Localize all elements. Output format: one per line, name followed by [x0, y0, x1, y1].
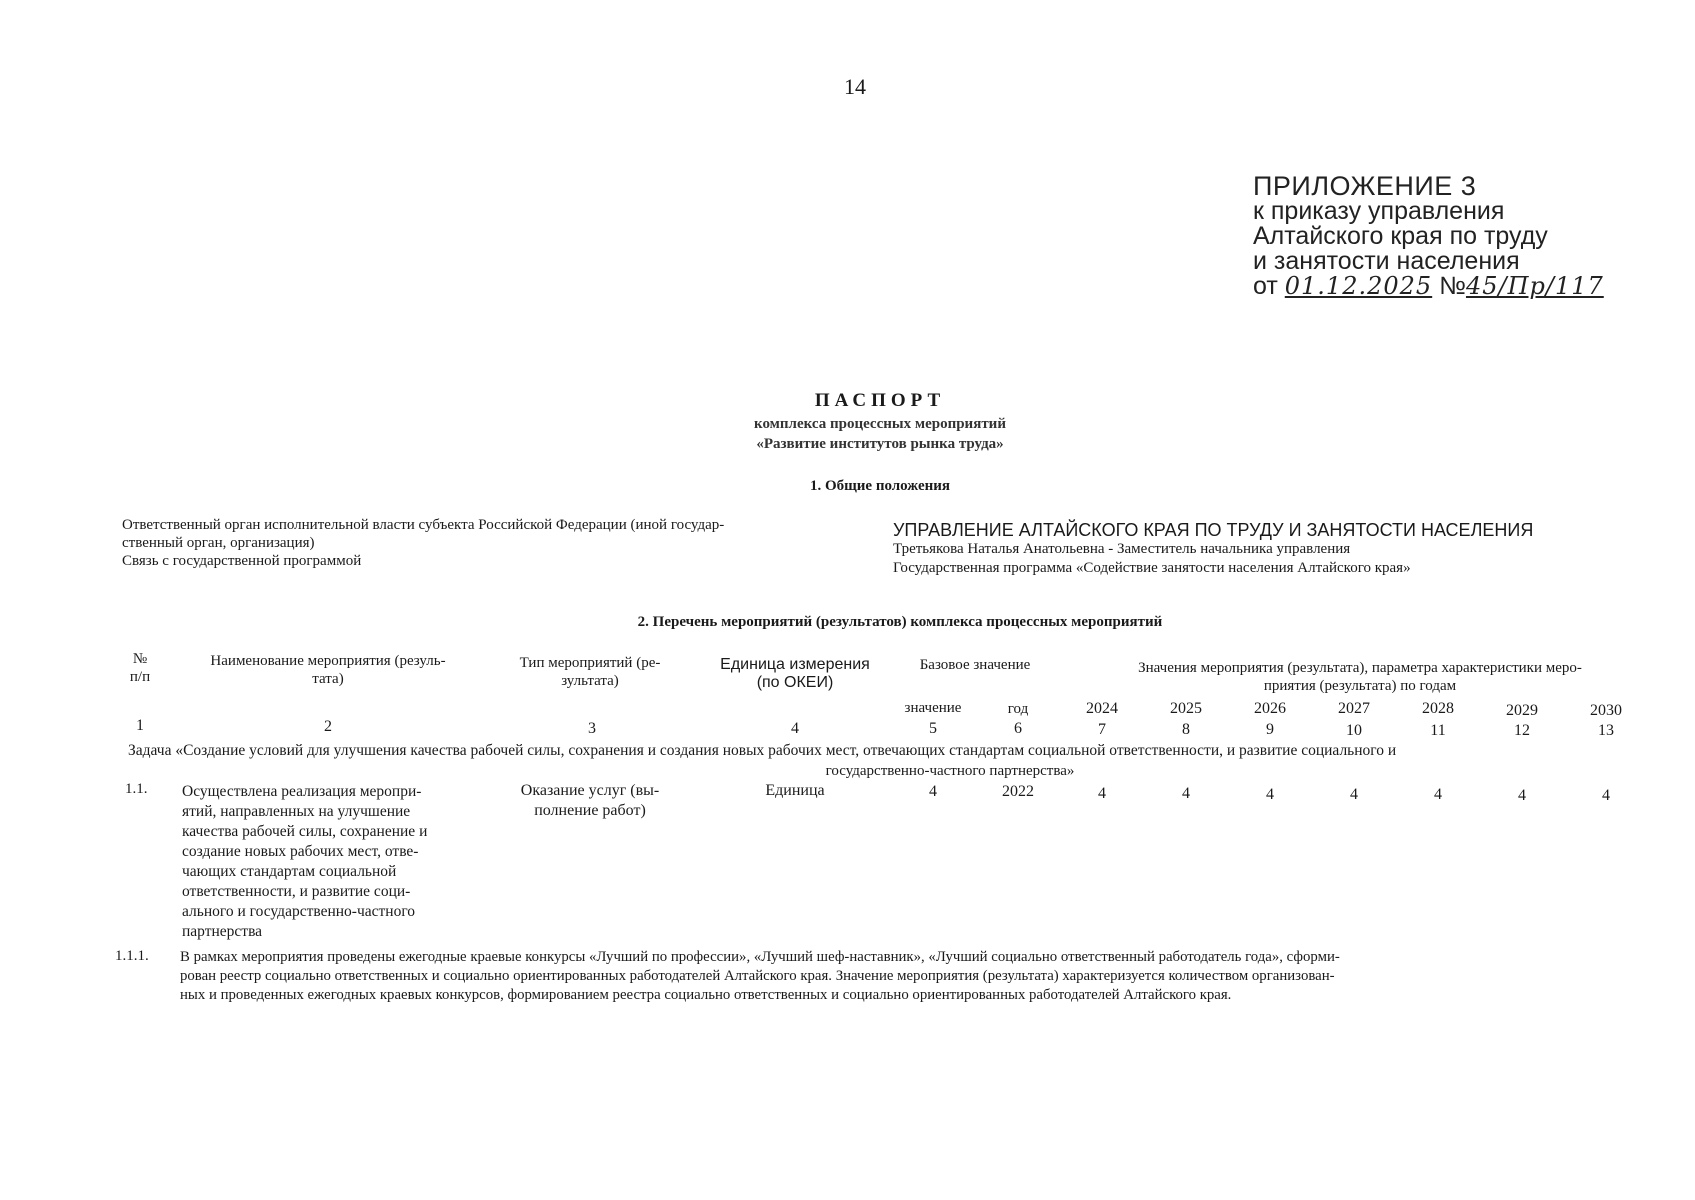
row-year-value: 4 [1266, 786, 1274, 803]
appendix-line-2: Алтайского края по труду [1253, 222, 1548, 250]
general-info-labels [122, 516, 862, 570]
note-line: В рамках мероприятия проведены ежегодные краевые конкурсы «Лучший по профессии», «Лучший шеф-наставник», «Лучший социально ответственный работодатель года», сформи- [180, 949, 1340, 965]
header-values-a: Значения мероприятия (результата), параметра характеристики меро- [1138, 660, 1582, 676]
row-base-year: 2022 [1002, 783, 1034, 800]
header-base-value: Базовое значение [919, 657, 1031, 673]
passport-subtitle-2: «Развитие институтов рынка труда» [756, 436, 1004, 452]
program-link-label: Связь с государственной программой [122, 553, 362, 569]
column-number: 3 [588, 720, 596, 737]
year-header: 2027 [1338, 700, 1370, 717]
column-number: 8 [1182, 721, 1190, 738]
column-number: 2 [324, 718, 332, 735]
header-name-b: тата) [312, 671, 344, 687]
year-header: 2028 [1422, 700, 1454, 717]
row-type-a: Оказание услуг (вы- [520, 782, 660, 799]
header-number-a: № [132, 651, 148, 667]
row-name-line: партнерства [182, 923, 263, 940]
task-line-2: государственно-частного партнерства» [825, 763, 1075, 779]
appendix-line-3: и занятости населения [1253, 247, 1520, 275]
column-number: 1 [136, 717, 144, 734]
row-name [182, 782, 482, 942]
year-header: 2024 [1086, 700, 1118, 717]
row-year-value: 4 [1518, 787, 1526, 804]
row-type [500, 781, 680, 821]
year-header: 2026 [1254, 700, 1286, 717]
column-number: 12 [1514, 722, 1530, 739]
row-name-line: создание новых рабочих мест, отве- [182, 843, 419, 860]
header-values-b: приятия (результата) по годам [1263, 678, 1457, 694]
section-1-heading: 1. Общие положения [809, 478, 951, 494]
header-type-b: зультата) [561, 673, 619, 689]
appendix-number: 45/Пр/117 [1465, 272, 1604, 300]
appendix-number-label: № [1439, 272, 1466, 300]
header-base-year-col: год [1007, 701, 1029, 717]
header-name-a: Наименование мероприятия (резуль- [210, 653, 446, 669]
column-number: 6 [1014, 720, 1022, 737]
row-name-line: ятий, направленных на улучшение [182, 803, 411, 820]
row-year-value: 4 [1098, 785, 1106, 802]
linked-program: Государственная программа «Содействие занятости населения Алтайского края» [893, 560, 1411, 576]
row-name-line: ального и государственно-частного [182, 903, 416, 920]
appendix-date: 01.12.2025 [1284, 272, 1433, 300]
row-type-b: полнение работ) [534, 802, 646, 819]
year-header: 2025 [1170, 700, 1202, 717]
column-number: 9 [1266, 721, 1274, 738]
appendix-block [1253, 171, 1604, 300]
row-name-line: Осуществлена реализация меропри- [182, 783, 422, 800]
header-name [178, 652, 478, 688]
page-number: 14 [844, 74, 866, 99]
row-year-value: 4 [1602, 787, 1610, 804]
column-number: 11 [1430, 722, 1446, 739]
note-line: ных и проведенных ежегодных краевых конкурсов, формированием реестра социально ответственных и социально ориентированных работодателей Алтайского края. [180, 987, 1232, 1003]
responsible-organization: УПРАВЛЕНИЕ АЛТАЙСКОГО КРАЯ ПО ТРУДУ И ЗАНЯТОСТИ НАСЕЛЕНИЯ [893, 520, 1534, 540]
appendix-from-label: от [1253, 272, 1278, 300]
header-unit [700, 656, 890, 692]
row-name-line: чающих стандартам социальной [182, 863, 397, 880]
header-unit-a: Единица измерения [720, 656, 870, 673]
passport-subtitle-1: комплекса процессных мероприятий [754, 416, 1006, 432]
passport-title: ПАСПОРТ [814, 390, 946, 411]
row-year-value: 4 [1182, 785, 1190, 802]
general-info-values [893, 521, 1653, 578]
responsible-body-label-2: ственный орган, организация) [122, 535, 315, 551]
header-unit-b: (по ОКЕИ) [756, 674, 834, 691]
row-name-line: качества рабочей силы, сохранение и [182, 823, 428, 840]
appendix-date-line [1253, 274, 1604, 299]
header-values-by-year [1080, 659, 1640, 695]
row-unit: Единица [765, 782, 825, 799]
task-line-1: Задача «Создание условий для улучшения качества рабочей силы, сохранения и создания новых рабочих мест, отвечающих стандартам социальной ответственности, и развитие социального и [128, 742, 1397, 759]
note-text [180, 948, 1660, 1005]
appendix-title: ПРИЛОЖЕНИЕ 3 [1253, 171, 1477, 201]
column-number: 10 [1346, 722, 1362, 739]
responsible-body-label-1: Ответственный орган исполнительной власти субъекта Российской Федерации (иной государ- [122, 517, 725, 533]
row-number: 1.1. [125, 781, 148, 797]
column-number: 5 [929, 720, 937, 737]
header-number [120, 650, 160, 686]
note-number: 1.1.1. [115, 948, 149, 964]
section-2-heading: 2. Перечень мероприятий (результатов) комплекса процессных мероприятий [637, 614, 1163, 630]
row-year-value: 4 [1350, 786, 1358, 803]
column-number: 4 [791, 720, 799, 737]
appendix-line-1: к приказу управления [1253, 197, 1505, 225]
row-base-value: 4 [929, 783, 937, 800]
year-header: 2030 [1590, 702, 1622, 719]
row-name-line: ответственности, и развитие соци- [182, 883, 411, 900]
year-header: 2029 [1506, 702, 1538, 719]
responsible-person: Третьякова Наталья Анатольевна - Заместитель начальника управления [893, 541, 1351, 557]
column-number: 7 [1098, 721, 1106, 738]
column-number: 13 [1598, 722, 1614, 739]
row-year-value: 4 [1434, 786, 1442, 803]
note-line: рован реестр социально ответственных и социально ориентированных работодателей Алтайского края. Значение мероприятия (результата) характеризуется количеством организован- [180, 968, 1335, 984]
header-number-b: п/п [129, 669, 151, 685]
header-type [495, 654, 685, 690]
header-base-value-col: значение [904, 700, 962, 716]
header-type-a: Тип мероприятий (ре- [519, 655, 661, 671]
